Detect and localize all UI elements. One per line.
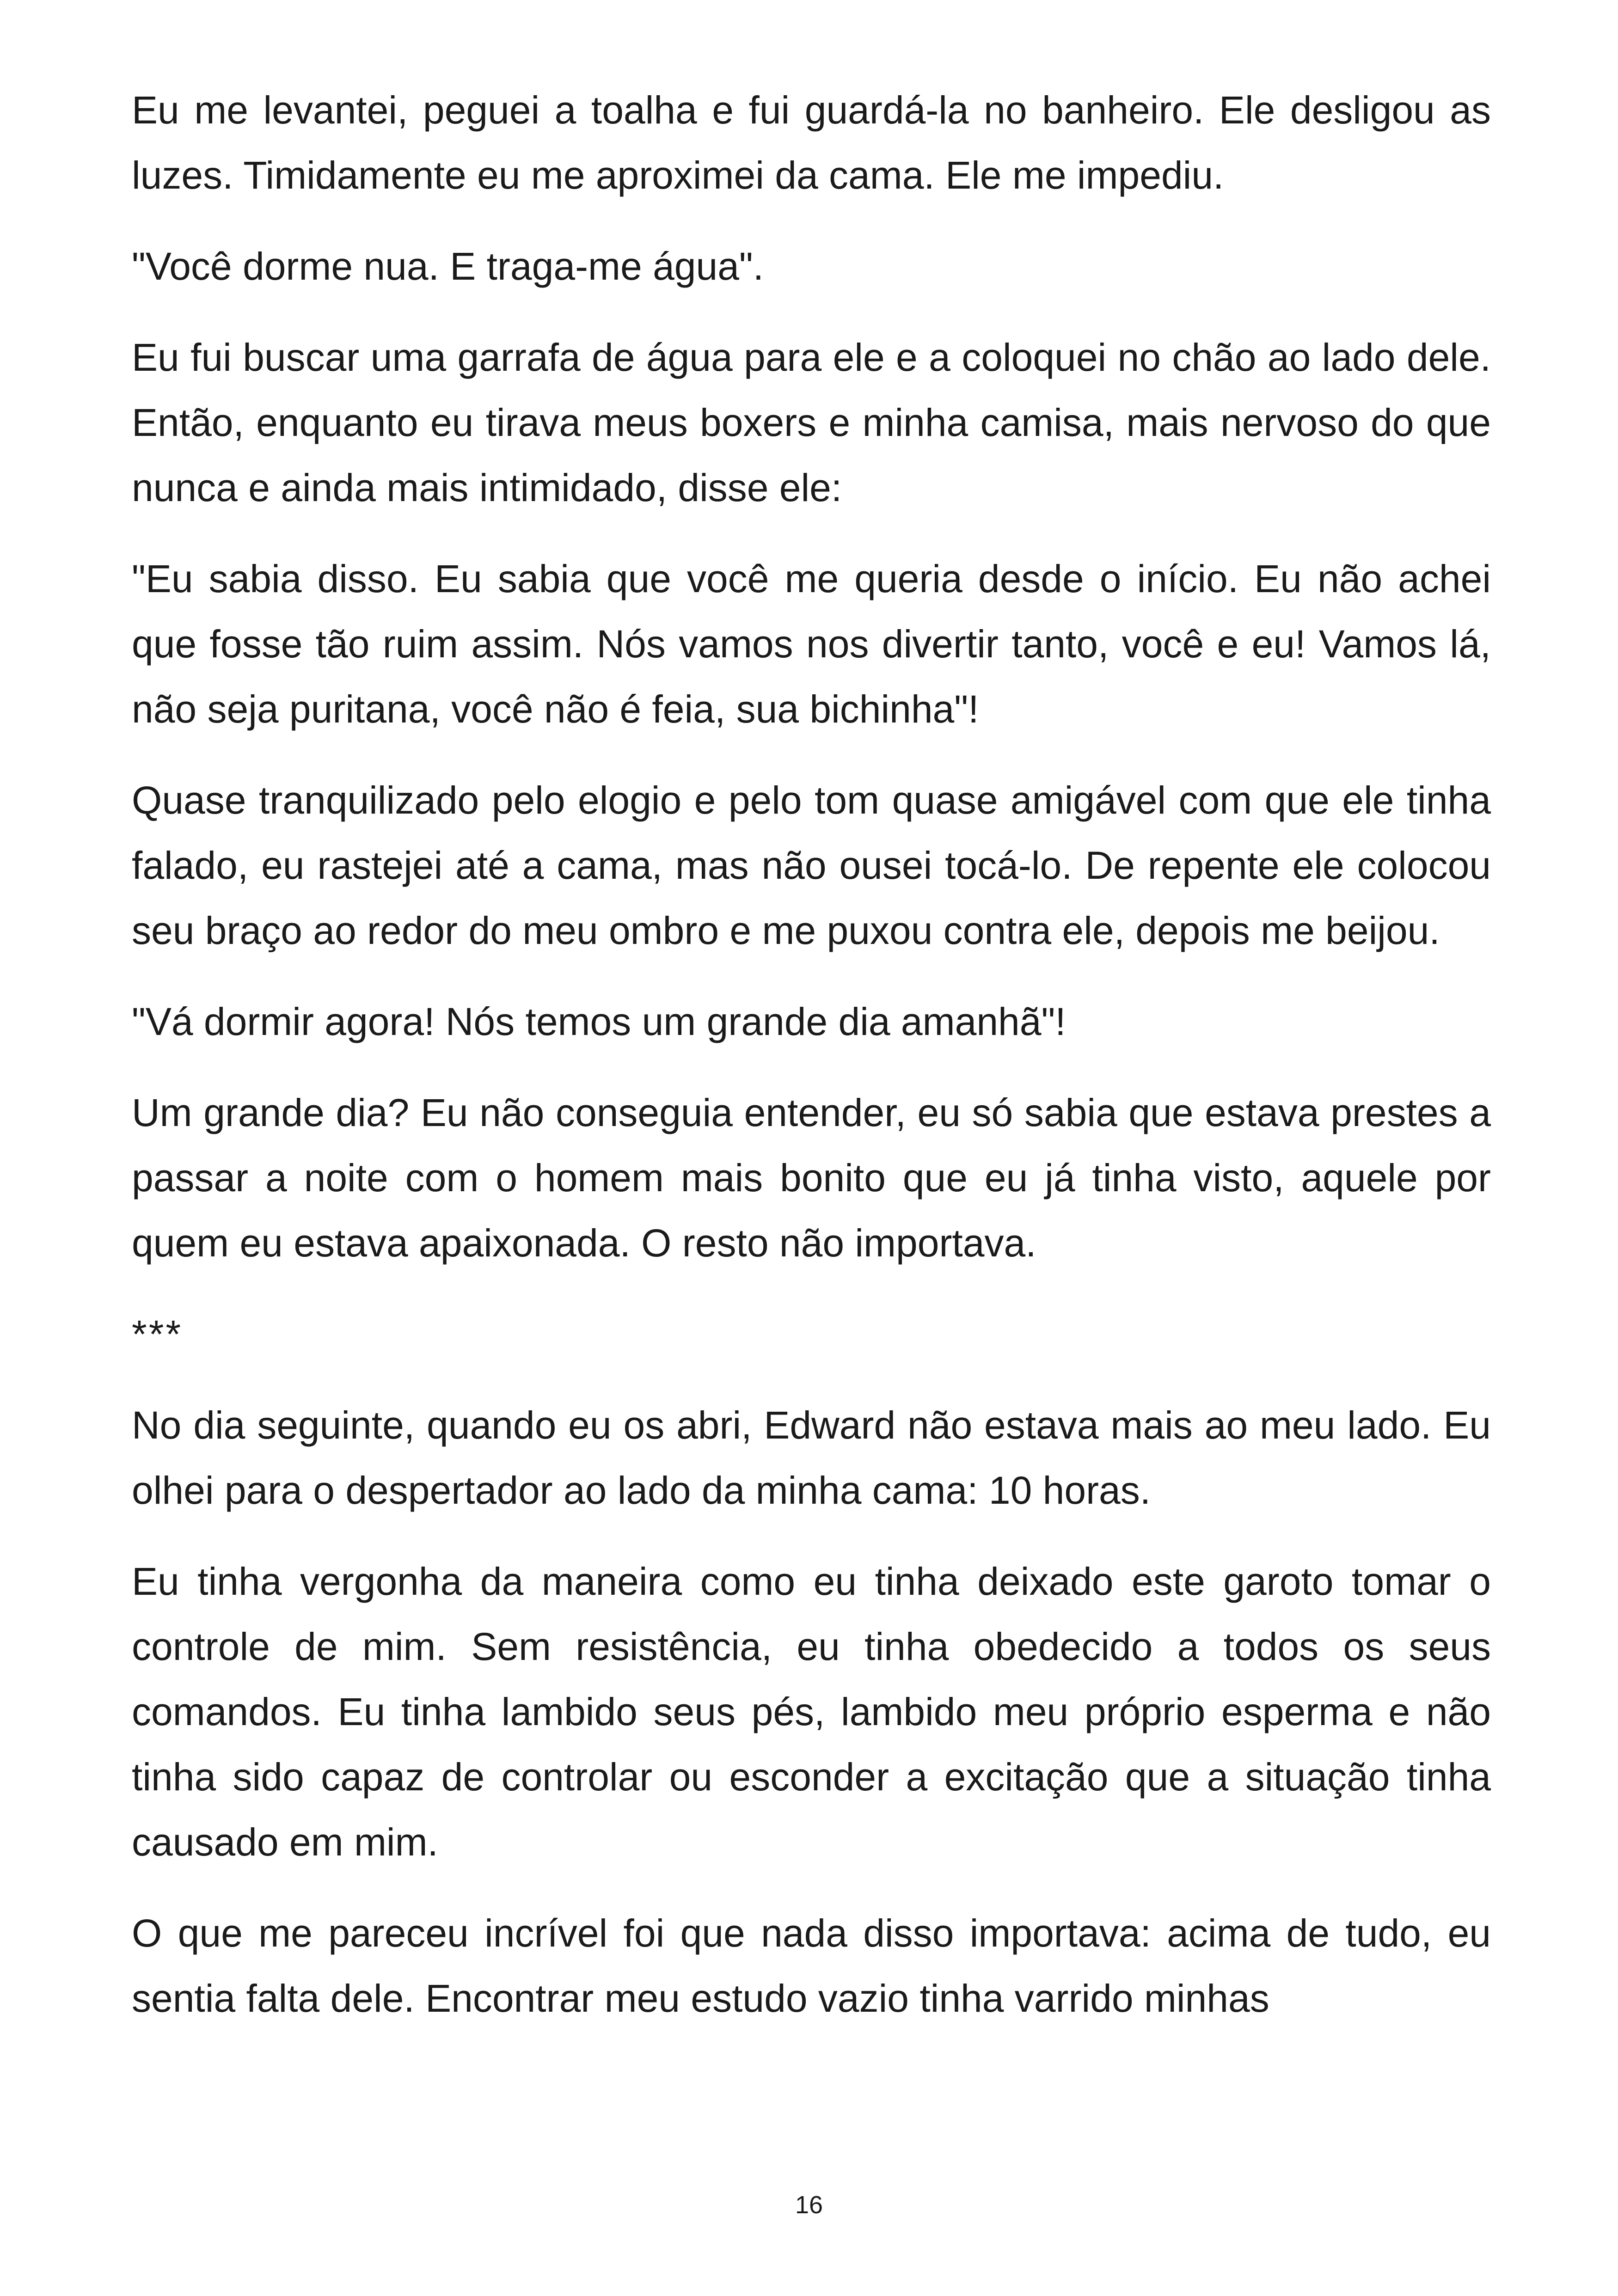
paragraph-4: "Eu sabia disso. Eu sabia que você me queria desde o início. Eu não achei que fosse tão ruim assim. Nós vamos nos divertir tanto, você e eu! Vamos lá, não seja puritana, você não é feia, sua bichinha"! <box>132 557 1491 731</box>
paragraph-9: Eu tinha vergonha da maneira como eu tinha deixado este garoto tomar o controle de mim. Sem resistência, eu tinha obedecido a todos os seus comandos. Eu tinha lambido seus pés, lambido meu próprio esperma e não tinha sido capaz de controlar ou esconder a excitação que a situação tinha causado em mim. <box>132 1560 1491 1864</box>
page-number: 16 <box>795 2191 823 2219</box>
body-text <box>132 78 1491 2057</box>
paragraph-3: Eu fui buscar uma garrafa de água para ele e a coloquei no chão ao lado dele. Então, enquanto eu tirava meus boxers e minha camisa, mais nervoso do que nunca e ainda mais intimidado, disse ele: <box>132 336 1491 509</box>
scene-break: *** <box>132 1312 183 1356</box>
paragraph-8: No dia seguinte, quando eu os abri, Edward não estava mais ao meu lado. Eu olhei para o despertador ao lado da minha cama: 10 horas. <box>132 1403 1491 1512</box>
paragraph-1: Eu me levantei, peguei a toalha e fui guardá-la no banheiro. Ele desligou as luzes. Timidamente eu me aproximei da cama. Ele me impediu. <box>132 88 1491 197</box>
paragraph-6: "Vá dormir agora! Nós temos um grande dia amanhã"! <box>132 1000 1066 1043</box>
paragraph-2: "Você dorme nua. E traga-me água". <box>132 245 764 288</box>
paragraph-7: Um grande dia? Eu não conseguia entender, eu só sabia que estava prestes a passar a noite com o homem mais bonito que eu já tinha visto, aquele por quem eu estava apaixonada. O resto não importava. <box>132 1091 1491 1265</box>
paragraph-10: O que me pareceu incrível foi que nada disso importava: acima de tudo, eu sentia falta dele. Encontrar meu estudo vazio tinha varrido minhas <box>132 1911 1491 2020</box>
paragraph-5: Quase tranquilizado pelo elogio e pelo tom quase amigável com que ele tinha falado, eu rastejei até a cama, mas não ousei tocá-lo. De repente ele colocou seu braço ao redor do meu ombro e me puxou contra ele, depois me beijou. <box>132 778 1491 952</box>
